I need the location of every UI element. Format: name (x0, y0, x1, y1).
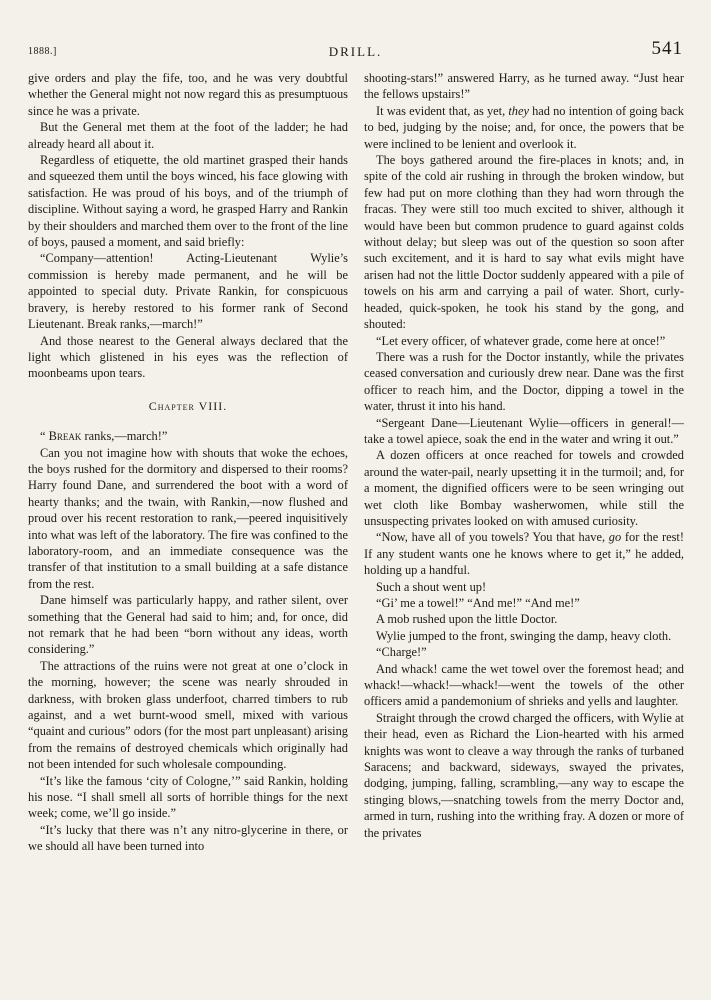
paragraph: Regardless of etiquette, the old martinet grasped their hands and squeezed them until the boys winced, his face glowing with satisfaction. He was proud of his boys, and of the triumph of discipline. Without saying a word, he grasped Harry and Rankin by their shoulders and marched them over to the front of the line of boys, paused a moment, and said briefly: (28, 153, 348, 250)
paragraph-text: had no intention of going back to bed, judging by the noise; and, for once, the powers that be were inclined to be lenient and overlook it. (364, 103, 684, 151)
paragraph: shooting-stars!” answered Harry, as he turned away. “Just hear the fellows upstairs!” (364, 71, 684, 102)
smallcaps-lead: “ Break (40, 429, 82, 444)
emphasis: go (608, 530, 622, 545)
paragraph: There was a rush for the Doctor instantly, while the privates ceased conversation and curiously drew near. Dane was the first officer to reach him, and the Doctor, dipping a towel in the water, thrust it into his hand. (364, 349, 684, 414)
paragraph: The attractions of the ruins were not great at one o’clock in the morning, however; the scene was nearly shrouded in darkness, with broken glass underfoot, charred timbers to rub against, and a wet burnt-wood smell, mixed with various “quaint and curious” odors (for the most part unpleasant) arising from the remains of destroyed chemicals which originally had not been intended for such wholesale compounding. (28, 658, 348, 772)
running-head (28, 40, 683, 70)
paragraph: Straight through the crowd charged the officers, with Wylie at their head, even as Richard the Lion-hearted with his armed knights was wont to cleave a way through the ranks of turbaned Saracens; and backward, sideways, swayed the privates, dodging, jumping, falling, scrambling,—any way to escape the stinging blows,—snatching towels from the merry Doctor and, armed in turn, rushing into the writhing fray. A dozen or more of the privates (364, 710, 684, 840)
paragraph: Wylie jumped to the front, swinging the damp, heavy cloth. (376, 628, 672, 643)
paragraph: “It’s lucky that there was n’t any nitro-glycerine in there, or we should all have been turned into (28, 822, 348, 854)
running-title: DRILL. (328, 44, 383, 59)
paragraph: Can you not imagine how with shouts that woke the echoes, the boys rushed for the dormitory and dispersed to their rooms? Harry found Dane, and surrendered the boot with a word of hearty thanks; and the twain, with Rankin,—now flushed and proud over his recent restoration to rank,—peered inquisitively into what was left of the laboratory. The fire was confined to the laboratory-room, and an immediate consequence was the transfer of that institution to a small building at a safe distance from the rest. (28, 445, 348, 591)
issue-year: 1888.] (28, 46, 57, 57)
paragraph: And those nearest to the General always declared that the light which glistened in his eyes was the reflection of moonbeams upon tears. (28, 333, 348, 381)
paragraph: “Sergeant Dane—Lieutenant Wylie—officers in general!—take a towel apiece, soak the end in the water and wring it out.” (364, 415, 684, 446)
paragraph: “Gi’ me a towel!” “And me!” “And me!” (376, 596, 580, 610)
paragraph: Such a shout went up! (376, 579, 487, 594)
paragraph: A mob rushed upon the little Doctor. (376, 612, 558, 627)
paragraph: “Let every officer, of whatever grade, come here at once!” (376, 333, 666, 348)
paragraph-text: ranks,—march!” (81, 429, 168, 444)
paragraph: The boys gathered around the fire-places in knots; and, in spite of the cold air rushing in through the broken window, but few had put on more clothing than they had worn through the fracas. They were still too much excited to shiver, although it would have been but common prudence to guard against colds without delay; but sleep was out of the question so soon after such excitement, and it is hard to say what evils might have arisen had not the little Doctor suddenly appeared with a pile of towels on his arm and carrying a pail of water. Short, curly-headed, quick-spoken, he took his stand by the gong, and shouted: (364, 153, 684, 332)
paragraph: Dane himself was particularly happy, and rather silent, over something that the General had said to him; and, for once, did not remark that he had been “born without any ideas, worth considering.” (28, 593, 348, 657)
page-number: 541 (651, 38, 683, 59)
paragraph (364, 529, 684, 578)
paragraph-text: It was evident that, as yet, (376, 103, 509, 118)
paragraph: “It’s like the famous ‘city of Cologne,’” said Rankin, holding his nose. “I shall smell all sorts of horrible things for the next week; come, we’ll go inside.” (28, 773, 348, 821)
paragraph: give orders and play the fife, too, and he was very doubtful whether the General might not now regard this as presumptuous since he was a private. (28, 71, 348, 118)
paragraph: But the General met them at the foot of the ladder; he had already heard all about it. (28, 120, 348, 151)
paragraph-text: “Now, have all of you towels? You that have, (376, 530, 609, 545)
left-column (28, 70, 348, 855)
paragraph (364, 103, 684, 152)
paragraph: And whack! came the wet towel over the foremost head; and whack!—whack!—whack!—went the towels of the other officers amid a pandemonium of shrieks and yells and laughter. (364, 661, 684, 709)
paragraph: “Charge!” (376, 645, 427, 660)
paragraph (28, 428, 348, 444)
paragraph-text: for the rest! If any student wants one he knows where to get it,” he added, holding up a handful. (364, 530, 684, 578)
paragraph: “Company—attention! Acting-Lieutenant Wylie’s commission is hereby made permanent, and he will be appointed to special duty. Private Rankin, for conspicuous bravery, is hereby restored to his former rank of Second Lieutenant. Break ranks,—march!” (28, 251, 348, 332)
chapter-heading: Chapter VIII. (148, 398, 228, 413)
emphasis: they (508, 103, 529, 118)
paragraph: A dozen officers at once reached for towels and crowded around the water-pail, nearly upsetting it in the turmoil; and, for a moment, the dignified officers were to be seen wringing out wet cloth like Bombay washerwomen, while still the unsuspecting privates looked on with amused curiosity. (364, 448, 684, 528)
right-column (364, 70, 684, 841)
